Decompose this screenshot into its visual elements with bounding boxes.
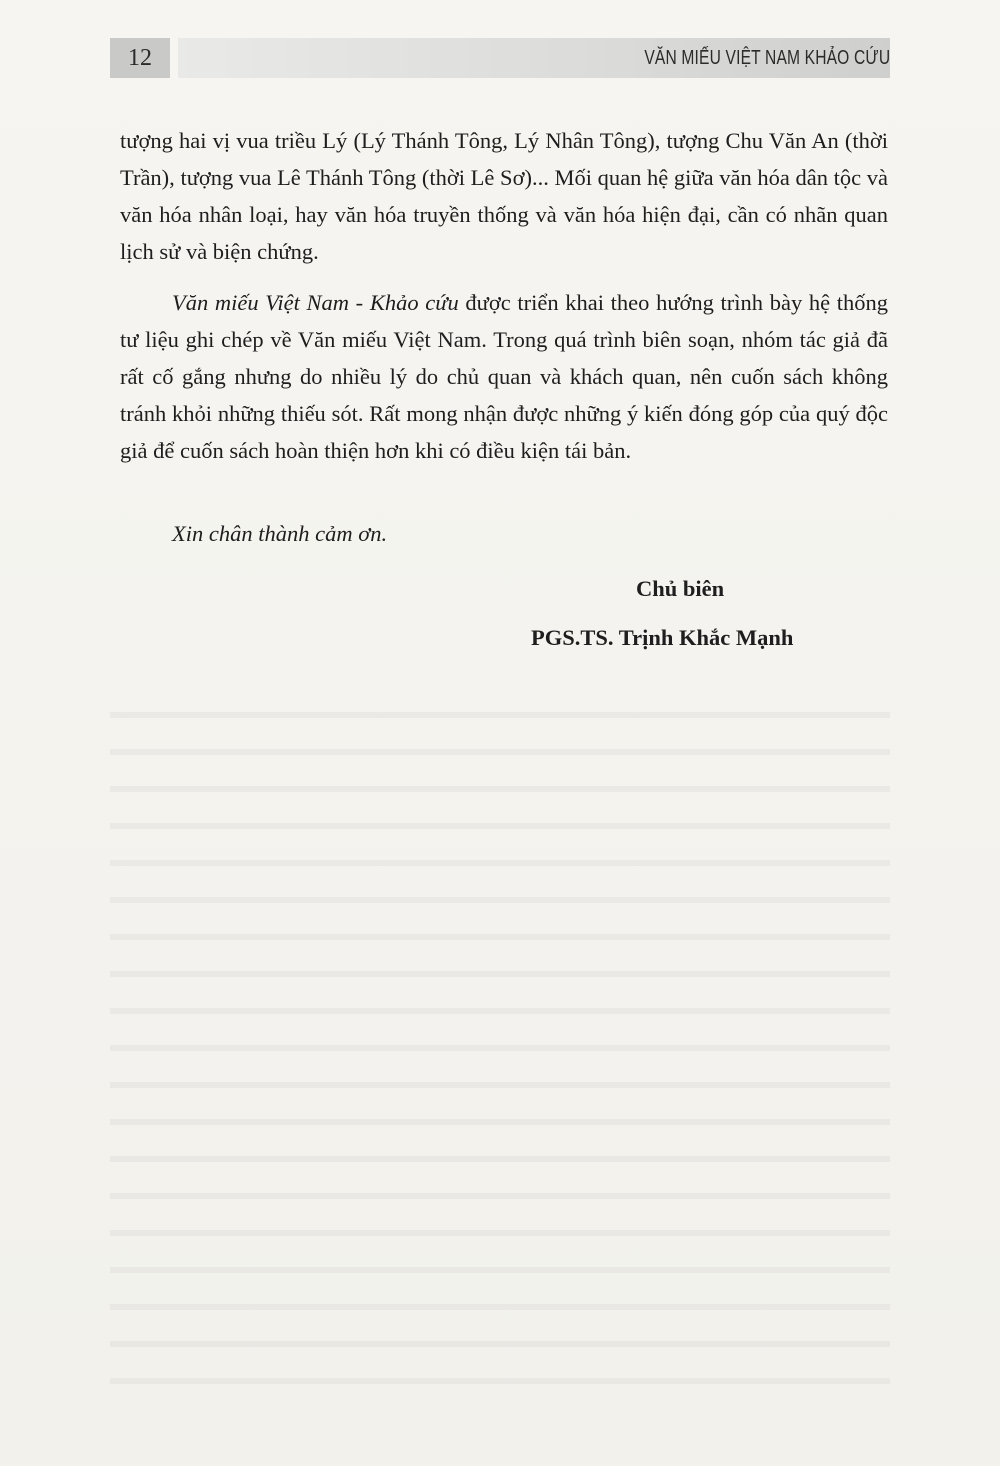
show-through-texture	[110, 690, 890, 1410]
closing-thanks: Xin chân thành cảm ơn.	[172, 521, 388, 546]
signature-name: PGS.TS. Trịnh Khắc Mạnh	[531, 625, 794, 650]
body-text	[120, 122, 888, 479]
paragraph-2	[120, 284, 888, 469]
paragraph-2-text: được triển khai theo hướng trình bày hệ thống tư liệu ghi chép về Văn miếu Việt Nam. Trong quá trình biên soạn, nhóm tác giả đã rất cố gắng nhưng do nhiều lý do chủ quan và khách quan, nên cuốn sách không tránh khỏi những thiếu sót. Rất mong nhận được những ý kiến đóng góp của quý độc giả để cuốn sách hoàn thiện hơn khi có điều kiện tái bản.	[120, 290, 888, 463]
book-title-italic: Văn miếu Việt Nam - Khảo cứu	[172, 290, 459, 315]
running-header-bar	[178, 38, 890, 78]
page-number: 12	[110, 38, 170, 78]
running-title: VĂN MIẾU VIỆT NAM KHẢO CỨU	[644, 46, 890, 69]
page-header	[110, 38, 890, 78]
paragraph-1: tượng hai vị vua triều Lý (Lý Thánh Tông, Lý Nhân Tông), tượng Chu Văn An (thời Trần), tượng vua Lê Thánh Tông (thời Lê Sơ)... Mối quan hệ giữa văn hóa dân tộc và văn hóa nhân loại, hay văn hóa truyền thống và văn hóa hiện đại, cần có nhãn quan lịch sử và biện chứng.	[120, 128, 888, 264]
signature-title: Chủ biên	[636, 576, 725, 601]
